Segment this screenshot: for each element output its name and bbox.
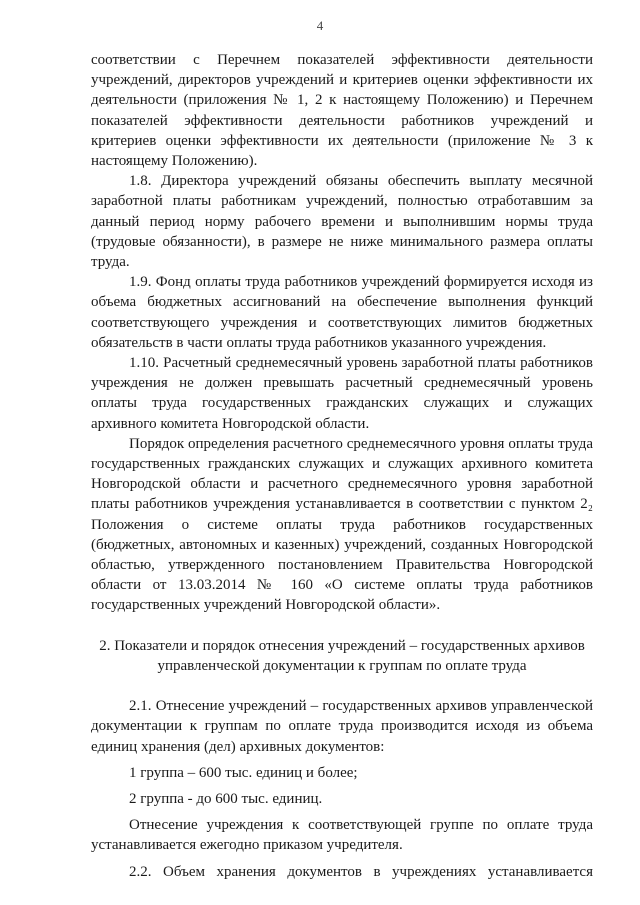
section-2-heading-line2: управленческой документации к группам по оплате труда [157,657,527,674]
paragraph-2-1: 2.1. Отнесение учреждений – государственных архивов управленческой документации к группам по оплате труда производится исходя из объема единиц хранения (дел) архивных документов: [91,698,593,755]
paragraph-1-8: 1.8. Директора учреждений обязаны обеспечить выплату месячной заработной платы работникам учреждений, полностью отработавшим за данный период норму рабочего времени и выполнившим нормы труда (трудовые обязанности), в размере не ниже минимального размера оплаты труда. [91,173,593,271]
page-number: 4 [316,18,324,33]
section-2-heading [91,636,593,676]
paragraph-1-9: 1.9. Фонд оплаты труда работников учреждений формируется исходя из объема бюджетных ассигнований на обеспечение выполнения функций соответствующего учреждения и соответствующих лимитов бюджетных обязательств в части оплаты труда работников указанного учреждения. [91,274,593,351]
paragraph-2-2: 2.2. Объем хранения документов в учреждениях устанавливается [129,863,593,880]
group-1-item: 1 группа – 600 тыс. единиц и более; [129,764,358,781]
group-2-item: 2 группа - до 600 тыс. единиц. [129,790,323,807]
paragraph-procedure: Порядок определения расчетного среднемесячного уровня оплаты труда государственных гражданских служащих и служащих архивного комитета Новгородской области и расчетного среднемесячного уровня заработной платы работников учреждения устанавливается в соответствии с пунктом 2₂ Положения о системе оплаты труда работников государственных (бюджетных, автономных и казенных) учреждений, созданных Новгородской областью, утвержденного постановлением Правительства Новгородской области от 13.03.2014 № 160 «О системе оплаты труда работников государственных учреждений Новгородской области». [91,435,593,614]
section-2-heading-line1: 2. Показатели и порядок отнесения учреждений – государственных архивов [99,637,585,654]
document-body [91,50,593,882]
paragraph-1-10: 1.10. Расчетный среднемесячный уровень заработной платы работников учреждения не должен превышать расчетный среднемесячный уровень оплаты труда государственных гражданских служащих и служащих архивного комитета Новгородской области. [91,355,593,432]
paragraph-continuation: соответствии с Перечнем показателей эффективности деятельности учреждений, директоров учреждений и критериев оценки эффективности их деятельности (приложения № 1, 2 к настоящему Положению) и Перечнем показателей эффективности деятельности работников учреждений и критериев оценки эффективности их деятельности (приложение № 3 к настоящему Положению). [91,52,593,170]
paragraph-group-assignment: Отнесение учреждения к соответствующей группе по оплате труда устанавливается ежегодно приказом учредителя. [91,817,593,854]
